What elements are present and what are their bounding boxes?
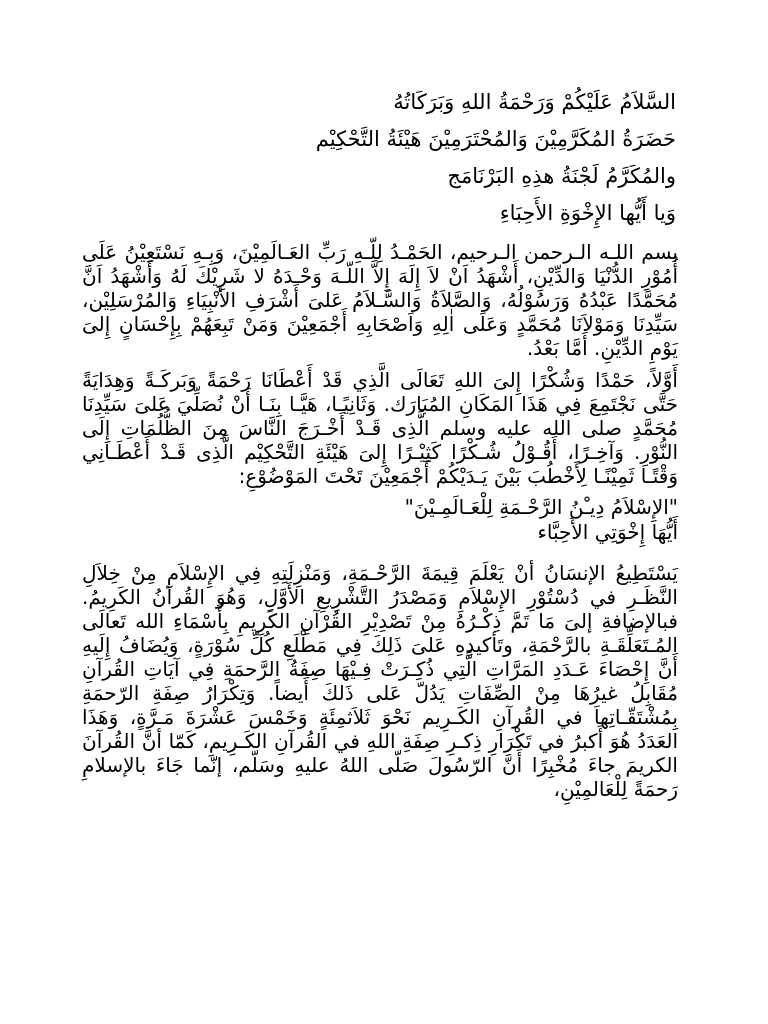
greeting-line-brothers: وَيا أَيُّها الإِخْوَةِ الأَحِبَاءِ bbox=[499, 201, 676, 225]
greeting-line-committee: والمُكَرَّمُ لَجْنَةُ هذِهِ البَرْنَامَج bbox=[447, 164, 676, 188]
paragraph-body-mercy: يَسْتَطِيعُ الإنسَانُ أنْ يَعْلَمَ قِيمَةَ الرَّحْـمَةِ، وَمَنْزِلَتِهِ فِي الإِسْلاَمِ مِنْ خِلاَلِ النَّظَـرِ في دُسْتُوْرِ الإِسْلاَمِ وَمَصْدَرُ التَّشْرِيعِ الأَوَّلِ، وَهُوَ القُرآنُ الكَرِيمُ. فبالإضافةِ إلىَ مَا تَمَّ ذِكْـرُهُ مِنْ تَصْدِيْرِ القُرْآنِ الكَرِيمِ بِأَسْمَاءِ الله تَعالَى المُـتَعَلِّقَـةِ بالرَّحْمَةِ، وتَأكيدِهِ عَلىَ ذَلِكَ فِي مَطْلَعِ كُلِّ سُوْرَةٍ، وَيُضَافُ إِلَيهِ أَنَّ إِحْصَاءَ عَـدَدِ المَرَّاتِ الَّتِي ذُكِـرَتْ فِـيْهَا صِفَةُ الرَّحمَةِ فِي آيَاتِ القُرآنِ مُقَابِلُ غيرُهَا مِنْ الصِّفَاتِ يَدُلّ عَلى ذَلكَ أَيضاً. وَتِكْرَارُ صِفَةِ الرّحمَةِ بِمُشْتَقّـاتِهاَ في القُرآنِ الكَـرِيم نَحْوَ ثَلاَثمِئَةٍ وَخَمْسَ عَشْرَةَ مَـرَّةٍ، وَهَذَا العَدَدُ هُوَ أَكبرُ في تَكْرَارِ ذِكـرِ صِفَةِ اللهِ في القُرآنِ الكَـرِيمِ، كَمّا أنَّ القُرآنَ الكريمَ جاءَ مُخْبِرًا أَنَّ الرّسُولَ صَلّى اللهُ عليهِ وسَلّم، إنّما جَاءَ بالإسلامِ رَحمَةً لِلْعَالمِيْنِ، bbox=[82, 561, 678, 801]
topic-title: "الإِسْلاَمُ دِيـْنُ الرَّحْـمَةِ لِلْعَـالَمِـيْنَ" bbox=[404, 495, 678, 519]
topic-address: أَيُّهَا إِخْوَتِي الأَحِبَّاء bbox=[537, 520, 678, 544]
paragraph-introduction: أَوَّلاً، حَمْدًا وَشُكْرًا إِلىَ اللهِ تَعَالَى الَّذِي قَدْ أَعْطَانَا رَحْمَةً وَبَركَـةً وَهِدَايَةً حَتَّى نَجْتَمِعَ فِي هَذَا المَكَانِ المُبَارَك. وَثَانِيًـا، هَيَّـا بِنَـا أَنْ نُصَلِّيَ عَلىَ سَيِّدِنَا مُحَمَّدٍ صلى الله عليه وسلم الَّذِى قَـدْ أَخْـرَجَ النَّاسَ مِنَ الظُّلُمَاتِ إِلَى النُّوْرِ. وَآخِـرًا، أَقُـوْلُ شُـكْرًا كَثِيْـرًا إِلىَ هَيْئَةِ التَّحْكِيْم الَّذِى قَـدْ أَعْطَـانِي وَقْتًـا ثَمِيْنًـا لِأَخْطُبَ بَيْنَ يَـدَيْكُمْ أَجْمَعِيْنَ تَحْتَ المَوْضُوْعِ: bbox=[82, 368, 678, 488]
paragraph-opening-praise: بسم اللـه الـرحمن الـرحيم، الحَمْـدُ لِلّـهِ رَبِّ العَـالَمِيْنَ، وَبِـهِ نَسْتَعِيْنُ عَلَى أُمُوْرِ الدُّنْيَا وَالدِّيْنِ، أَشْهَدُ اَنْ لاَ إِلَهَ إِلاَّ اللّـهَ وَحْـدَهُ لا شَرِيْكَ لَهُ وَأَشْهَدُ اَنَّ مُحَمَّدًا عَبْدُهُ وَرَسُوْلُهُ، وَالصَّلاَةُ وَالسَّـلاَمُ عَلىَ أَشْرَفِ الأَنْبِيَاءِ وَالمُرْسَلِيْن، سَيِّدِنَا وَمَوْلاَنَا مُحَمَّدٍ وَعَلَى اٰلِهِ وَاَصْحَابِهِ أَجْمَعِيْنَ وَمَنْ تَبِعَهُمْ بِإِحْسَانٍ إِلىَ يَوْمِ الدِّيْنِ. أَمَّا بَعْدُ. bbox=[82, 240, 678, 360]
greeting-block bbox=[82, 84, 678, 232]
topic-block bbox=[82, 495, 678, 545]
greeting-line-salam: السَّلاَمُ عَلَيْكُمْ وَرَحْمَةُ اللهِ وَبَرَكَاتُهُ bbox=[393, 90, 676, 114]
greeting-line-judges: حَضَرَةُ المُكَرَّمِيْنَ وَالمُحْتَرَمِيْنَ هَيْئَةُ التَّحْكِيْم bbox=[315, 127, 676, 151]
